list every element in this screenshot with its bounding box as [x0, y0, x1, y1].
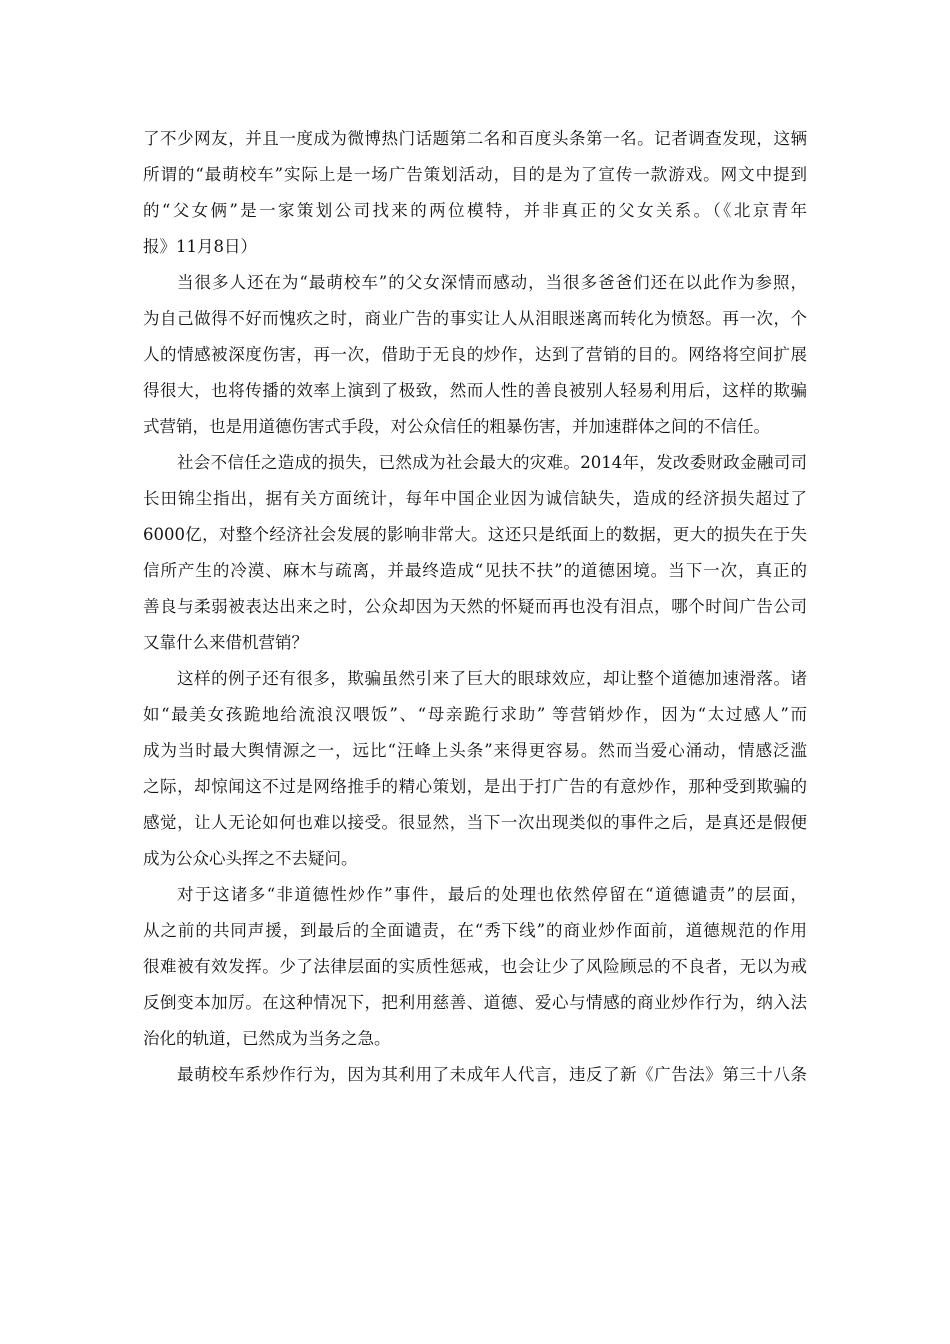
text-line: 得很大，也将传播的效率上演到了极致，然而人性的善良被别人轻易利用后，这样的欺骗 [143, 381, 807, 400]
text-line: 善良与柔弱被表达出来之时，公众却因为天然的怀疑而再也没有泪点，哪个时间广告公司 [143, 597, 807, 616]
paragraph-first-line: 这样的例子还有很多，欺骗虽然引来了巨大的眼球效应，却让整个道德加速滑落。诸 [177, 669, 807, 688]
text-line: 又靠什么来借机营销？ [143, 633, 308, 652]
text-line: 了不少网友，并且一度成为微博热门话题第二名和百度头条第一名。记者调查发现，这辆 [143, 129, 807, 148]
text-line: 为自己做得不好而愧疚之时，商业广告的事实让人从泪眼迷离而转化为愤怒。再一次，个 [143, 309, 807, 328]
paragraph-first-line: 对于这诸多“非道德性炒作”事件，最后的处理也依然停留在“道德谴责”的层面， [177, 885, 807, 904]
text-line: 治化的轨道，已然成为当务之急。 [143, 1029, 391, 1048]
text-line: 从之前的共同声援，到最后的全面谴责，在“秀下线”的商业炒作面前，道德规范的作用 [143, 921, 807, 940]
text-line: 感觉，让人无论如何也难以接受。很显然，当下一次出现类似的事件之后，是真还是假便 [143, 813, 807, 832]
text-line: 如“最美女孩跪地给流浪汉喂饭”、“母亲跪行求助” 等营销炒作，因为“太过感人”而 [143, 705, 807, 724]
text-line: 成为公众心头挥之不去疑问。 [143, 849, 358, 868]
document-page [143, 121, 807, 1093]
text-line: 很难被有效发挥。少了法律层面的实质性惩戒，也会让少了风险顾忌的不良者，无以为戒 [143, 957, 807, 976]
paragraph-first-line: 社会不信任之造成的损失，已然成为社会最大的灾难。2014年，发改委财政金融司司 [177, 453, 807, 472]
text-line: 反倒变本加厉。在这种情况下，把利用慈善、道德、爱心与情感的商业炒作行为，纳入法 [143, 993, 807, 1012]
paragraph-first-line: 当很多人还在为“最萌校车”的父女深情而感动，当很多爸爸们还在以此作为参照， [177, 273, 807, 292]
text-line: 的“父女俩”是一家策划公司找来的两位模特，并非真正的父女关系。（《北京青年 [143, 201, 807, 220]
text-line: 信所产生的冷漠、麻木与疏离，并最终造成“见扶不扶”的道德困境。当下一次，真正的 [143, 561, 807, 580]
text-line: 式营销，也是用道德伤害式手段，对公众信任的粗暴伤害，并加速群体之间的不信任。 [143, 417, 770, 436]
text-line: 人的情感被深度伤害，再一次，借助于无良的炒作，达到了营销的目的。网络将空间扩展 [143, 345, 807, 364]
text-line: 6000亿，对整个经济社会发展的影响非常大。这还只是纸面上的数据，更大的损失在于失 [143, 525, 807, 544]
text-line: 报》11月8日） [143, 237, 257, 256]
text-line: 长田锦尘指出，据有关方面统计，每年中国企业因为诚信缺失，造成的经济损失超过了 [143, 489, 807, 508]
text-line: 所谓的“最萌校车”实际上是一场广告策划活动，目的是为了宣传一款游戏。网文中提到 [143, 165, 807, 184]
paragraph-first-line: 最萌校车系炒作行为，因为其利用了未成年人代言，违反了新《广告法》第三十八条 [177, 1065, 807, 1084]
text-line: 之际，却惊闻这不过是网络推手的精心策划，是出于打广告的有意炒作，那种受到欺骗的 [143, 777, 807, 796]
text-line: 成为当时最大舆情源之一，远比“汪峰上头条”来得更容易。然而当爱心涌动，情感泛滥 [143, 741, 807, 760]
